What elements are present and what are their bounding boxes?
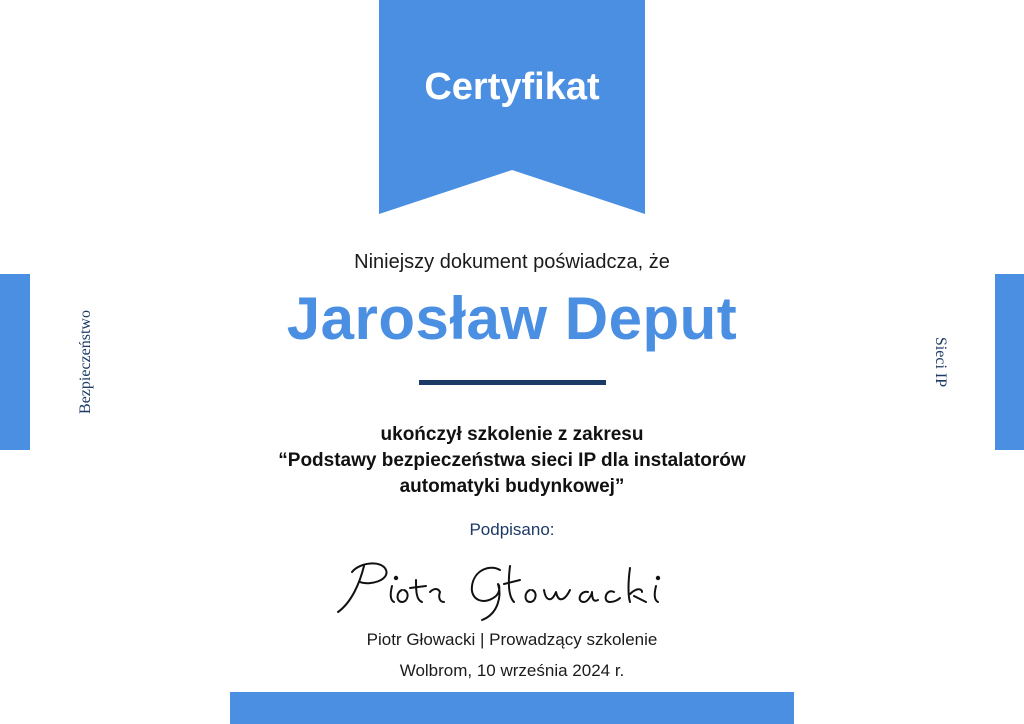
side-label-left: Bezpieczeństwo bbox=[77, 310, 94, 414]
name-divider bbox=[419, 380, 606, 385]
course-description bbox=[0, 422, 1024, 500]
course-line-3: automatyki budynkowej” bbox=[399, 476, 625, 497]
certificate-title: Certyfikat bbox=[424, 66, 600, 108]
title-banner bbox=[379, 0, 645, 214]
intro-text: Niniejszy dokument poświadcza, że bbox=[354, 251, 670, 273]
signed-label: Podpisano: bbox=[469, 520, 555, 539]
side-label-right: Sieci IP bbox=[932, 336, 949, 388]
signer-caption: Piotr Głowacki | Prowadzący szkolenie bbox=[366, 630, 658, 649]
bottom-accent-bar bbox=[230, 692, 794, 724]
course-line-2: “Podstawy bezpieczeństwa sieci IP dla instalatorów bbox=[278, 450, 746, 471]
recipient-name: Jarosław Deput bbox=[286, 285, 738, 352]
handwritten-signature bbox=[330, 552, 700, 624]
course-line-1: ukończył szkolenie z zakresu bbox=[380, 424, 644, 445]
place-and-date: Wolbrom, 10 września 2024 r. bbox=[399, 661, 625, 680]
